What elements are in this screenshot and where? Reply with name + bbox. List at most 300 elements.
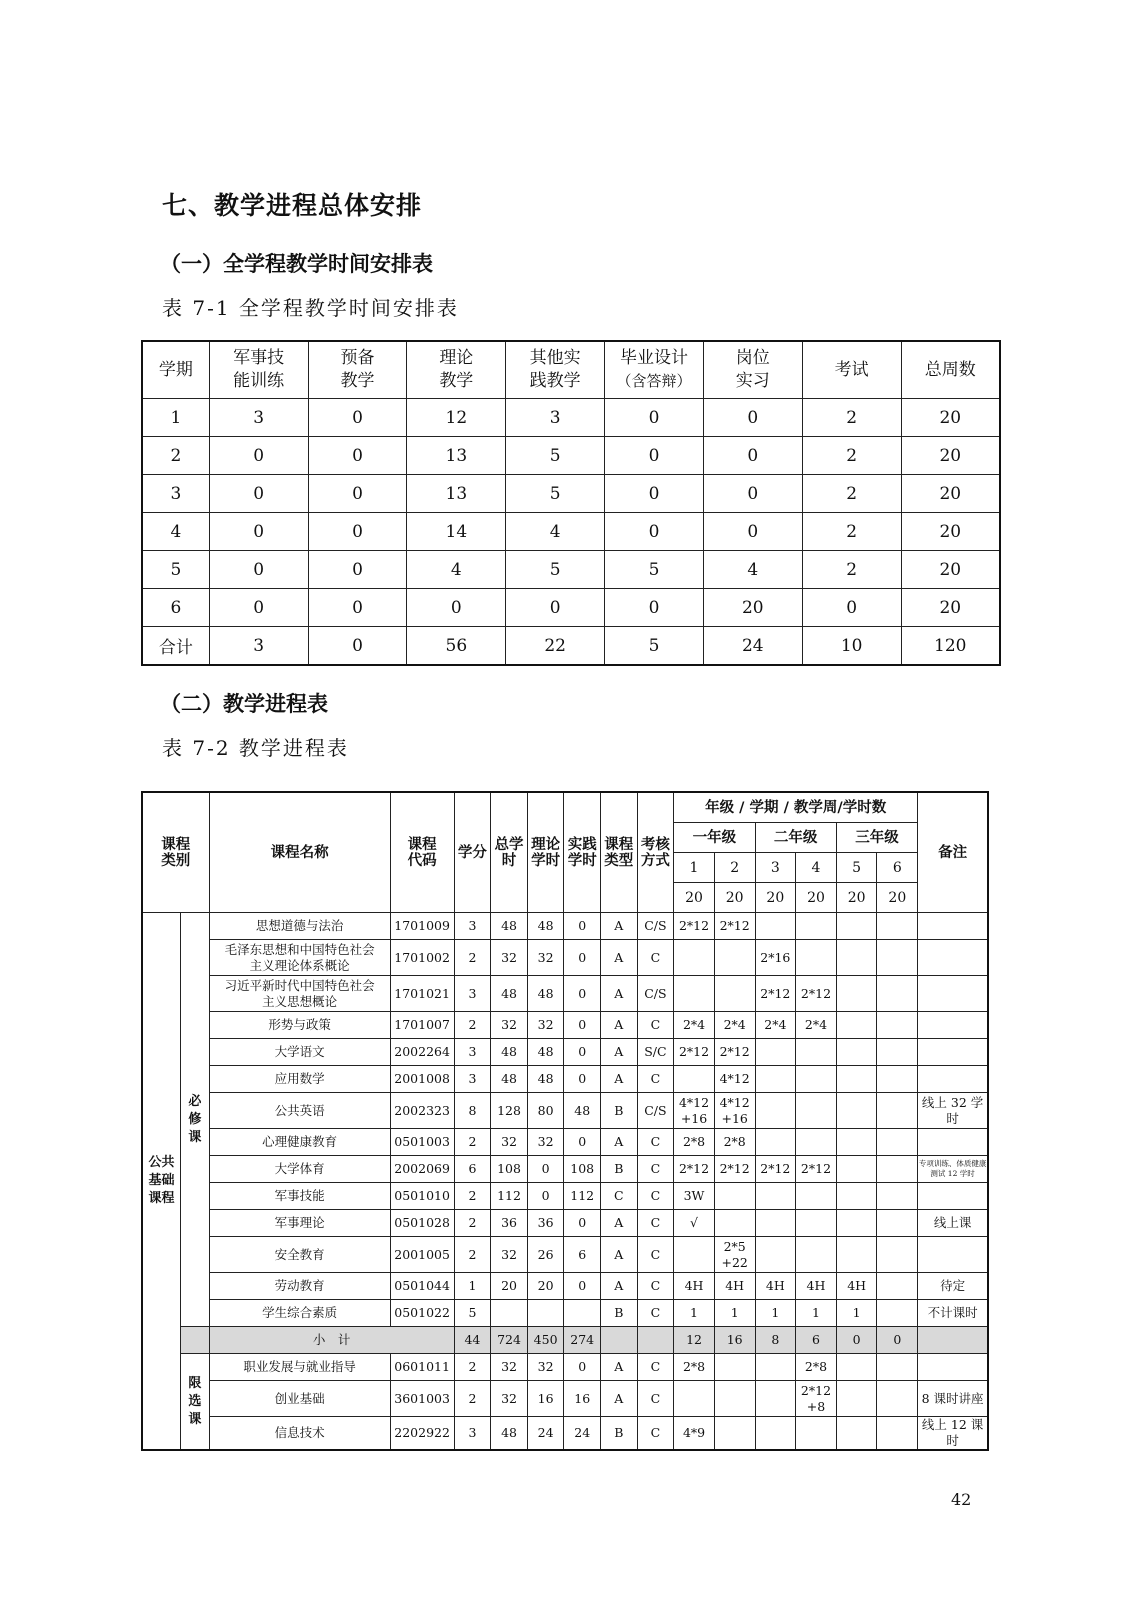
table-cell: 考核 方式 (637, 792, 674, 913)
table-cell (796, 1066, 837, 1093)
table-cell (877, 1300, 918, 1327)
table-cell: 2*12 (674, 913, 715, 940)
table-cell: A (601, 940, 638, 976)
table-cell: 1 (674, 853, 715, 883)
table-cell: 0 (836, 1327, 877, 1354)
table-cell: 1 (142, 399, 209, 437)
table-cell: 线上 32 学时 (918, 1093, 988, 1129)
table-cell: 0 (703, 437, 802, 475)
header-cell: 预备 教学 (308, 341, 407, 399)
header-cell: 军事技 能训练 (209, 341, 308, 399)
table-cell: 20 (901, 437, 1000, 475)
table-cell: 3 (506, 399, 605, 437)
table-cell: 450 (527, 1327, 564, 1354)
table-cell: 课程 代码 (390, 792, 454, 913)
table-cell: 0 (564, 1354, 601, 1381)
table-cell: 1 (755, 1300, 796, 1327)
table-cell (836, 1237, 877, 1273)
table-cell: 课程 类型 (601, 792, 638, 913)
table-cell: 32 (527, 1012, 564, 1039)
table-cell (181, 1327, 209, 1354)
table-cell: 安全教育 (209, 1237, 390, 1273)
header-cell: 考试 (802, 341, 901, 399)
table-cell: 待定 (918, 1273, 988, 1300)
table-cell: 2*12 (714, 1156, 755, 1183)
table-cell: 5 (506, 551, 605, 589)
table-cell: 20 (836, 883, 877, 913)
table-cell: 20 (901, 475, 1000, 513)
table-cell: 1701009 (390, 913, 454, 940)
table-cell (755, 1093, 796, 1129)
course-row (142, 913, 988, 940)
table-cell (601, 1327, 638, 1354)
table-cell: 0 (564, 1066, 601, 1093)
table-cell (918, 1183, 988, 1210)
table-cell: 32 (491, 1381, 528, 1417)
table-cell: 36 (527, 1210, 564, 1237)
table-cell (674, 1381, 715, 1417)
table-cell: 48 (527, 913, 564, 940)
table-cell: C (637, 1066, 674, 1093)
table-cell: 20 (527, 1273, 564, 1300)
table-cell: B (601, 1093, 638, 1129)
table-cell: C (637, 1237, 674, 1273)
table-cell: 3601003 (390, 1381, 454, 1417)
table-row (142, 475, 1000, 513)
table-cell: 劳动教育 (209, 1273, 390, 1300)
table-cell: 0 (564, 1012, 601, 1039)
table-cell: 1701007 (390, 1012, 454, 1039)
table-cell: 总学 时 (491, 792, 528, 913)
table-cell: A (601, 1381, 638, 1417)
table-cell: 2002069 (390, 1156, 454, 1183)
table-cell: 2001008 (390, 1066, 454, 1093)
table-cell: 学生综合素质 (209, 1300, 390, 1327)
table-cell: A (601, 1237, 638, 1273)
table-cell: C (601, 1183, 638, 1210)
table-cell: 2*12 (674, 1156, 715, 1183)
table-cell: 4H (796, 1273, 837, 1300)
table-cell: 13 (407, 475, 506, 513)
table-cell: C (637, 1417, 674, 1451)
table-cell (836, 940, 877, 976)
header-line: （含答辩） (616, 372, 692, 390)
table-cell: 48 (527, 1066, 564, 1093)
table-cell: 2 (454, 1183, 491, 1210)
table-cell (527, 1300, 564, 1327)
table-cell: C/S (637, 913, 674, 940)
table-cell (796, 1093, 837, 1129)
table-cell: 0 (703, 475, 802, 513)
table-cell: 2*4 (674, 1012, 715, 1039)
table-cell: 1 (796, 1300, 837, 1327)
header-line: 毕业设计 (619, 348, 688, 368)
table-cell: 学分 (454, 792, 491, 913)
table-cell: 4H (836, 1273, 877, 1300)
table-cell: 1 (714, 1300, 755, 1327)
table-cell: 12 (674, 1327, 715, 1354)
table-cell (796, 1417, 837, 1451)
header-cell: 其他实 践教学 (506, 341, 605, 399)
course-row (142, 1039, 988, 1066)
table-cell: 24 (564, 1417, 601, 1451)
table-cell: 公共英语 (209, 1093, 390, 1129)
table-cell: 44 (454, 1327, 491, 1354)
table-cell: 3 (454, 1039, 491, 1066)
table-cell: 应用数学 (209, 1066, 390, 1093)
table-cell: 32 (491, 1237, 528, 1273)
table-cell (836, 1039, 877, 1066)
course-row (142, 1156, 988, 1183)
table-cell: C (637, 940, 674, 976)
table-cell: 32 (527, 940, 564, 976)
course-row (142, 1381, 988, 1417)
table-cell: 2*12 (755, 976, 796, 1012)
table-cell (714, 940, 755, 976)
table-cell: 4H (674, 1273, 715, 1300)
table-cell: C (637, 1354, 674, 1381)
table-cell: 形势与政策 (209, 1012, 390, 1039)
table-cell: 3 (209, 627, 308, 666)
table-row (142, 513, 1000, 551)
table-cell: 2 (714, 853, 755, 883)
table-cell: 20 (901, 513, 1000, 551)
table-cell: B (601, 1300, 638, 1327)
table-cell: 0 (605, 437, 704, 475)
table-cell (877, 913, 918, 940)
table-cell: 0 (527, 1183, 564, 1210)
table-cell (836, 913, 877, 940)
table-cell: 年级 / 学期 / 教学周/学时数 (674, 792, 918, 823)
table-cell: 5 (142, 551, 209, 589)
table-cell (877, 976, 918, 1012)
table-cell: 0 (802, 589, 901, 627)
table-cell: A (601, 1129, 638, 1156)
table-cell: C (637, 1381, 674, 1417)
table-cell: 2*8 (796, 1354, 837, 1381)
table-cell: 20 (491, 1273, 528, 1300)
course-row (142, 1300, 988, 1327)
table-cell: C (637, 1129, 674, 1156)
table-cell: 0 (564, 1129, 601, 1156)
course-row (142, 1093, 988, 1129)
table-cell: 2*8 (674, 1354, 715, 1381)
table-caption-7-2: 表 7-2 教学进程表 (162, 736, 349, 760)
table-cell: 二年级 (755, 823, 836, 853)
table-cell (918, 1327, 988, 1354)
table-cell: 56 (407, 627, 506, 666)
table-cell (714, 976, 755, 1012)
table-cell (755, 913, 796, 940)
table-cell (796, 1183, 837, 1210)
table-cell: 26 (527, 1237, 564, 1273)
table-cell: 2202922 (390, 1417, 454, 1451)
table-cell (877, 1354, 918, 1381)
table-cell (755, 1210, 796, 1237)
table-cell (877, 940, 918, 976)
table-cell: 4*12 (714, 1066, 755, 1093)
table-cell: 20 (901, 589, 1000, 627)
table-cell: 20 (674, 883, 715, 913)
table-cell: 备注 (918, 792, 988, 913)
table-cell: C (637, 1012, 674, 1039)
table-cell: 思想道德与法治 (209, 913, 390, 940)
table-cell: 小 计 (209, 1327, 454, 1354)
table-cell (491, 1300, 528, 1327)
table-cell (918, 1066, 988, 1093)
table-cell: 2*12 (674, 1039, 715, 1066)
table-cell: 48 (527, 976, 564, 1012)
table-cell: 0601011 (390, 1354, 454, 1381)
table-cell: 大学语文 (209, 1039, 390, 1066)
table-cell: 2*12 (755, 1156, 796, 1183)
table-cell: 14 (407, 513, 506, 551)
table-cell (755, 1129, 796, 1156)
table-cell: 36 (491, 1210, 528, 1237)
table-cell: 2*12 (714, 1039, 755, 1066)
table-cell: 1701002 (390, 940, 454, 976)
table-cell: 心理健康教育 (209, 1129, 390, 1156)
table-cell: 0 (308, 475, 407, 513)
table-cell: 2 (454, 940, 491, 976)
header-cell: 学期 (142, 341, 209, 399)
table-cell: 13 (407, 437, 506, 475)
table-cell (836, 1183, 877, 1210)
table-cell (877, 1012, 918, 1039)
table-cell: 2*4 (796, 1012, 837, 1039)
table-cell (714, 1183, 755, 1210)
table-cell: 0 (703, 399, 802, 437)
table-cell: 6 (796, 1327, 837, 1354)
table-cell: B (601, 1417, 638, 1451)
table-cell: 4 (407, 551, 506, 589)
table-cell (877, 1066, 918, 1093)
table-cell: 0 (605, 513, 704, 551)
table-cell: A (601, 1273, 638, 1300)
table-row (142, 399, 1000, 437)
table-cell: 20 (901, 399, 1000, 437)
table-cell (674, 1237, 715, 1273)
table-cell: 2 (802, 437, 901, 475)
table-cell: 128 (491, 1093, 528, 1129)
table-cell: S/C (637, 1039, 674, 1066)
table-cell: 2*4 (714, 1012, 755, 1039)
header-cell (605, 341, 704, 399)
table-cell (796, 1210, 837, 1237)
table-cell (714, 1381, 755, 1417)
table-cell (877, 1039, 918, 1066)
table-cell: 3W (674, 1183, 715, 1210)
table-cell: 32 (491, 1129, 528, 1156)
table-cell (714, 1417, 755, 1451)
table-row (142, 551, 1000, 589)
time-arrangement-table (141, 340, 1001, 666)
table-cell (755, 1381, 796, 1417)
table-cell: 3 (142, 475, 209, 513)
table-cell: 0 (703, 513, 802, 551)
table-cell (877, 1417, 918, 1451)
table-cell: 22 (506, 627, 605, 666)
table-cell: C/S (637, 976, 674, 1012)
table-cell: 2 (454, 1354, 491, 1381)
table-cell: 2*5 +22 (714, 1237, 755, 1273)
table-cell: 3 (209, 399, 308, 437)
table-cell: 4H (755, 1273, 796, 1300)
table-cell: 0 (506, 589, 605, 627)
table-cell: 不计课时 (918, 1300, 988, 1327)
table-cell: 5 (605, 627, 704, 666)
table-cell: 32 (527, 1129, 564, 1156)
table-cell: 16 (527, 1381, 564, 1417)
table-cell: 信息技术 (209, 1417, 390, 1451)
table-cell: 一年级 (674, 823, 755, 853)
table-cell: 48 (491, 1066, 528, 1093)
table-cell (918, 940, 988, 976)
table-cell: A (601, 1012, 638, 1039)
table-cell: 0501010 (390, 1183, 454, 1210)
table-cell: 0 (564, 940, 601, 976)
table-cell: 16 (714, 1327, 755, 1354)
header-row (142, 792, 988, 823)
table-cell (836, 1354, 877, 1381)
table-cell: 0 (527, 1156, 564, 1183)
table-cell: 20 (714, 883, 755, 913)
table-cell (918, 976, 988, 1012)
table-cell: 4 (506, 513, 605, 551)
table-cell: 4H (714, 1273, 755, 1300)
table-cell (796, 1129, 837, 1156)
table-cell: C (637, 1156, 674, 1183)
table-cell: 48 (564, 1093, 601, 1129)
table-cell: 20 (703, 589, 802, 627)
table-cell (674, 940, 715, 976)
table-cell: 2*8 (674, 1129, 715, 1156)
table-cell (674, 1066, 715, 1093)
table-cell: 6 (454, 1156, 491, 1183)
table-cell (877, 1381, 918, 1417)
teaching-progress-table (141, 791, 989, 1451)
table-cell (836, 1093, 877, 1129)
table-cell: 5 (605, 551, 704, 589)
table-cell (836, 976, 877, 1012)
table-cell: 4*9 (674, 1417, 715, 1451)
table-cell (755, 1417, 796, 1451)
table-cell (796, 1237, 837, 1273)
table-cell: 48 (527, 1039, 564, 1066)
table-cell: 10 (802, 627, 901, 666)
table-cell (877, 1210, 918, 1237)
table-cell: 0 (564, 1210, 601, 1237)
table-cell (836, 1066, 877, 1093)
table-cell: 合计 (142, 627, 209, 666)
table-cell: 48 (491, 976, 528, 1012)
table-cell: 0501022 (390, 1300, 454, 1327)
table-cell (755, 1354, 796, 1381)
table-cell: 3 (755, 853, 796, 883)
table-cell (714, 1354, 755, 1381)
table-header-row (142, 341, 1000, 399)
table-cell: 3 (454, 976, 491, 1012)
page-number: 42 (951, 1490, 972, 1509)
course-row (142, 1210, 988, 1237)
table-cell: 2 (454, 1129, 491, 1156)
course-row (142, 1417, 988, 1451)
table-cell (877, 1273, 918, 1300)
table-cell: 1701021 (390, 976, 454, 1012)
course-row (142, 1354, 988, 1381)
header-cell: 总周数 (901, 341, 1000, 399)
course-row (142, 976, 988, 1012)
table-cell: 1 (836, 1300, 877, 1327)
table-cell (564, 1300, 601, 1327)
table-cell: 0501003 (390, 1129, 454, 1156)
table-cell: 2 (142, 437, 209, 475)
table-row (142, 437, 1000, 475)
table-cell: 4 (142, 513, 209, 551)
table-cell: 4*12 +16 (674, 1093, 715, 1129)
table-cell: 实践 学时 (564, 792, 601, 913)
table-cell: 1 (674, 1300, 715, 1327)
table-cell: 0 (308, 627, 407, 666)
table-cell (918, 1039, 988, 1066)
table-cell: 3 (454, 913, 491, 940)
course-row (142, 1273, 988, 1300)
table-cell: 0501044 (390, 1273, 454, 1300)
table-cell: 48 (491, 1417, 528, 1451)
table-cell: 2*12 (796, 1156, 837, 1183)
table-cell (918, 1237, 988, 1273)
table-cell (918, 913, 988, 940)
table-cell: 4 (796, 853, 837, 883)
table-cell: 2001005 (390, 1237, 454, 1273)
page-heading: 七、教学进程总体安排 (162, 191, 423, 220)
table-cell: 0 (605, 399, 704, 437)
table-cell: 274 (564, 1327, 601, 1354)
table-cell: 20 (755, 883, 796, 913)
table-cell (796, 1039, 837, 1066)
table-cell (755, 1237, 796, 1273)
table-cell: 8 (755, 1327, 796, 1354)
table-cell: C (637, 1210, 674, 1237)
table-cell (877, 1237, 918, 1273)
table-cell: A (601, 1354, 638, 1381)
course-row (142, 1012, 988, 1039)
table-cell: 0 (308, 513, 407, 551)
course-row (142, 1129, 988, 1156)
table-cell: √ (674, 1210, 715, 1237)
table-cell: 0 (564, 1273, 601, 1300)
table-cell: 20 (901, 551, 1000, 589)
table-cell: 2*12 +8 (796, 1381, 837, 1417)
table-cell: 32 (491, 1012, 528, 1039)
table-cell: 2*12 (714, 913, 755, 940)
table-cell: 0 (877, 1327, 918, 1354)
table-cell: 0 (209, 551, 308, 589)
table-cell: 0 (209, 437, 308, 475)
table-cell: 0 (308, 399, 407, 437)
table-cell (877, 1093, 918, 1129)
table-cell: 1 (454, 1273, 491, 1300)
table-cell: 2*16 (755, 940, 796, 976)
table-cell: 5 (506, 475, 605, 513)
table-cell: 专项训练、体质健康 测试 12 学时 (918, 1156, 988, 1183)
table-cell: 112 (564, 1183, 601, 1210)
table-cell (836, 1381, 877, 1417)
table-cell (836, 1129, 877, 1156)
table-cell: 习近平新时代中国特色社会 主义思想概论 (209, 976, 390, 1012)
subcategory-cell: 限 选 课 (181, 1354, 209, 1451)
table-cell: 0 (209, 475, 308, 513)
